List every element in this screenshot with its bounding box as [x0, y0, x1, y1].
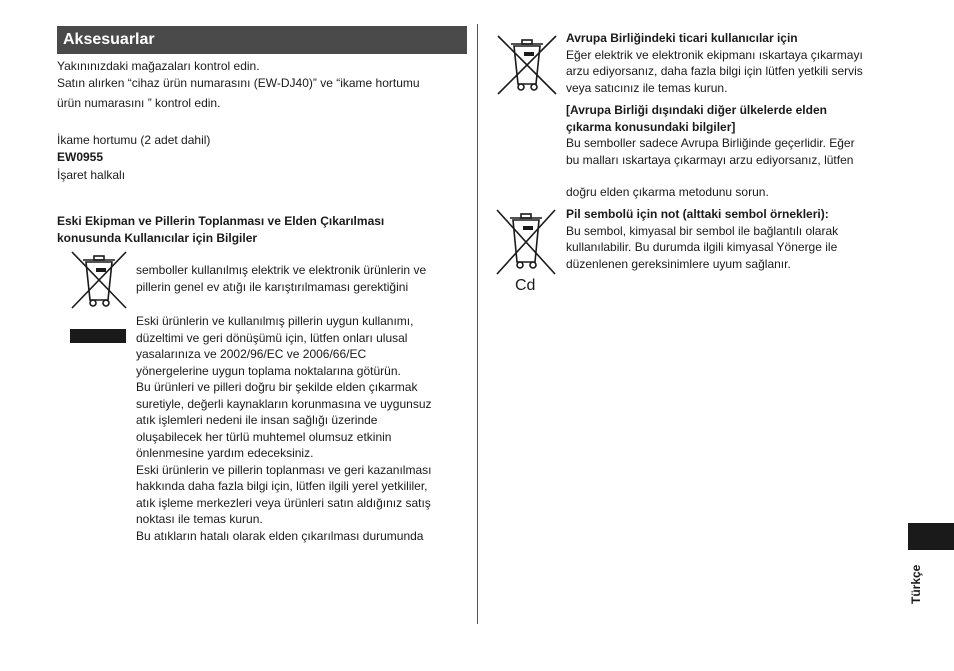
eu-line: veya satıcınız ile temas kurun.: [566, 80, 728, 95]
battery-line: Bu sembol, kimyasal bir sembol ile bağlantılı olarak: [566, 223, 839, 238]
non-eu-heading-line: [Avrupa Birliği dışındaki diğer ülkelerde elden: [566, 103, 827, 117]
non-eu-heading-line: çıkarma konusundaki bilgiler]: [566, 119, 736, 134]
disposal-heading-line: konusunda Kullanıcılar için Bilgiler: [57, 230, 258, 245]
accessory-line: Satın alırken “cihaz ürün numarasını (EW-DJ40)” ve “ikame hortumu: [57, 75, 420, 90]
non-eu-line: bu malları ıskartaya çıkarmayı arzu ediyorsanız, lütfen: [566, 152, 854, 167]
body-line: atık işlemleri nedeni ile insan sağlığı üzerinde: [136, 413, 378, 427]
symbol-line: semboller kullanılmış elektrik ve elektronik ürünlerin ve: [136, 263, 427, 277]
ring-label: İşaret halkalı: [57, 168, 126, 182]
disposal-heading-line: Eski Ekipman ve Pillerin Toplanması ve Elden Çıkarılması: [57, 214, 385, 228]
body-line: noktası ile temas kurun.: [136, 512, 263, 526]
accessory-line: ürün numarasını ” kontrol edin.: [57, 96, 221, 110]
column-divider: [477, 24, 478, 624]
accessory-info: [57, 58, 420, 112]
battery-line: düzenlenen gereksinimlere uyum sağlanır.: [566, 256, 791, 271]
body-line: atık işleme merkezleri veya ürünleri satın aldığınız satış: [136, 495, 431, 510]
eu-line: Eğer elektrik ve elektronik ekipmanı ıskartaya çıkarmayı: [566, 47, 863, 62]
non-eu-tail: doğru elden çıkarma metodunu sorun.: [566, 185, 769, 199]
body-line: yönergelerine uygun toplama noktalarına götürün.: [136, 363, 401, 378]
eu-line: arzu ediyorsanız, daha fazla bilgi için lütfen yetkili servis: [566, 64, 863, 78]
hose-label: İkame hortumu (2 adet dahil): [57, 133, 211, 147]
section-title: Aksesuarlar: [57, 26, 467, 54]
battery-line: kullanılabilir. Bu durumda ilgili kimyasal Yönerge ile: [566, 240, 838, 254]
non-eu-line: Bu semboller sadece Avrupa Birliğinde geçerlidir. Eğer: [566, 136, 855, 150]
body-line: Eski ürünlerin ve pillerin toplanması ve geri kazanılması: [136, 462, 432, 477]
crossed-bin-icon: [494, 32, 560, 96]
cd-label: Cd: [515, 277, 536, 294]
language-label: Türkçe: [909, 564, 923, 604]
body-line: hakkında daha fazla bilgi için, lütfen ilgili yerel yetkililer,: [136, 479, 428, 493]
hose-info: [57, 132, 210, 184]
hose-code: EW0955: [57, 149, 104, 164]
body-line: Bu ürünleri ve pilleri doğru bir şekilde elden çıkarmak: [136, 380, 418, 394]
body-line: suretiyle, değerli kaynakların korunmasına ve uygunsuz: [136, 396, 432, 411]
body-line: yasalarınıza ve 2002/96/EC ve 2006/66/EC: [136, 347, 367, 361]
symbol-line: pillerin genel ev atığı ile karıştırılmaması gerektiğini: [136, 279, 409, 294]
non-eu-section: [566, 102, 855, 168]
eu-heading: Avrupa Birliğindeki ticari kullanıcılar için: [566, 31, 798, 45]
battery-heading: Pil sembolü için not (alttaki sembol örnekleri):: [566, 207, 829, 221]
battery-section: [566, 206, 838, 272]
body-line: Eski ürünlerin ve kullanılmış pillerin uygun kullanımı,: [136, 314, 414, 328]
symbol-text: [136, 262, 426, 295]
body-line: düzeltimi ve geri dönüşümü için, lütfen onları ulusal: [136, 330, 408, 345]
disposal-heading: [57, 213, 384, 246]
eu-section: [566, 30, 863, 96]
body-line: Bu atıkların hatalı olarak elden çıkarılması durumunda: [136, 528, 424, 543]
accessory-line: Yakınınızdaki mağazaları kontrol edin.: [57, 59, 260, 73]
language-tab: [908, 523, 954, 550]
disposal-body: [136, 313, 432, 544]
body-line: oluşabilecek her türlü muhtemel olumsuz etkinin: [136, 429, 392, 444]
black-bar: [70, 329, 126, 343]
body-line: önlenmesine yardım edeceksiniz.: [136, 446, 314, 460]
crossed-bin-icon: [66, 248, 132, 312]
